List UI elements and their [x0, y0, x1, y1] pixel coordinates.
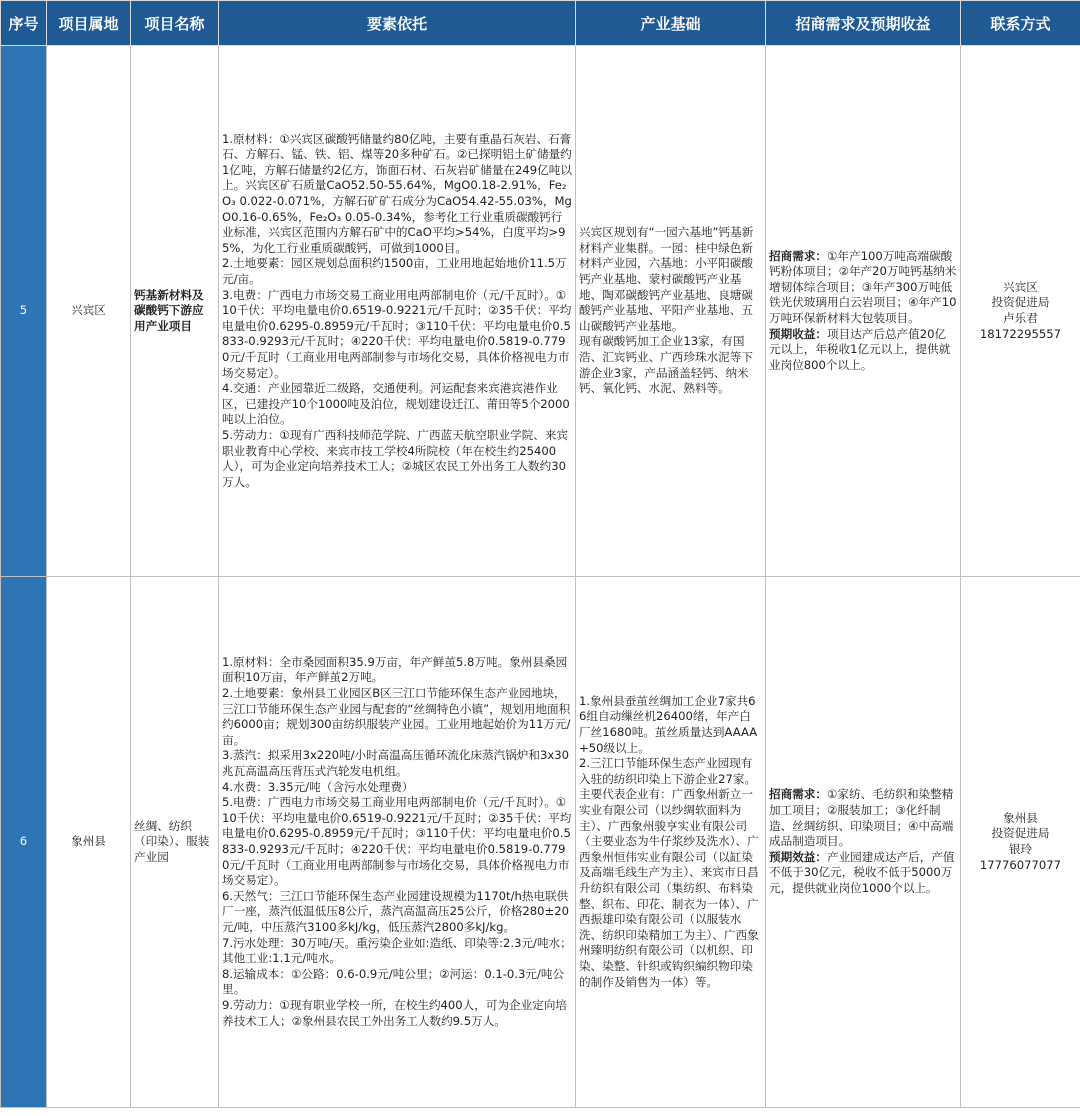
header-row	[1, 1, 1080, 46]
row-contact	[961, 46, 1080, 577]
demand-label: 招商需求：	[769, 787, 827, 802]
benefit-label: 预期效益：	[769, 849, 827, 864]
header-demand: 招商需求及预期收益	[766, 1, 961, 46]
element-item: 2.土地要素：象州县工业园区B区三江口节能环保生态产业园地块，三江口节能环保生态产业园与配套的“丝绸特色小镇”，规划用地面积约6000亩；规划300亩纺织服装产业园。工业用地起始价为11万元/亩。	[222, 686, 571, 747]
element-item: 8.运输成本：①公路：0.6-0.9元/吨公里；②河运：0.1-0.3元/吨公里。	[222, 966, 565, 997]
contact-district: 象州县	[1003, 810, 1038, 825]
contact-person: 银玲	[1008, 842, 1033, 856]
project-name: 钙基新材料及碳酸钙下游应用产业项目	[134, 287, 204, 333]
element-item: 4.水费：3.35元/吨（含污水处理费）	[222, 779, 414, 794]
header-industry: 产业基础	[576, 1, 766, 46]
industry-item: 兴宾区规划有“一园六基地”钙基新材料产业集群。一园：桂中绿色新材料产业园，六基地：小平阳碳酸钙产业基地、蒙村碳酸钙产业基地、陶邓碳酸钙产业基地、良塘碳酸钙产业基地、平阳产业基地、五山碳酸钙产业基地。	[579, 225, 754, 333]
benefit-text	[769, 850, 957, 897]
element-item: 1.原材料：全市桑园面积35.9万亩，年产鲜茧5.8万吨。象州县桑园面积10万亩，年产鲜茧2万吨。	[222, 654, 568, 685]
element-item: 7.污水处理：30万吨/天。重污染企业如:造纸、印染等:2.3元/吨水；其他工业:1.1元/吨水。	[222, 935, 572, 966]
row-contact	[961, 577, 1080, 1108]
element-item: 1.原材料：①兴宾区碳酸钙储量约80亿吨，主要有重晶石灰岩、石膏石、方解石、锰、铁、铝、煤等20多种矿石。②已探明铝土矿储量约1亿吨，方解石储量约2亿方，饰面石材、石灰岩矿储量在249亿吨以上。兴宾区矿石质量CaO52.50-55.64%，MgO0.18-2.91%，Fe₂O₃ 0.022-0.071%，方解石矿矿石成分为CaO54.42-55.03%，MgO0.16-0.65%，Fe₂O₃ 0.05-0.34%，参考化工行业重质碳酸钙行业标准，兴宾区范围内方解石矿中的CaO平均>54%，白度平均>95%，为化工行业重质碳酸钙，可做到1000目。	[222, 131, 572, 255]
header-contact: 联系方式	[961, 1, 1080, 46]
element-item: 3.蒸汽：拟采用3x220吨/小时高温高压循环流化床蒸汽锅炉和3x30兆瓦高温高压背压式汽轮发电机组。	[222, 748, 569, 779]
benefit-label: 预期收益：	[769, 326, 827, 341]
demand-content: ①家纺、毛纺织和染整精加工项目；②服装加工；③化纤制造、丝绸纺织、印染项目；④中高端成品制造项目。	[769, 787, 954, 849]
contact-district: 兴宾区	[1003, 279, 1038, 294]
row-industry	[576, 46, 766, 577]
table-row	[1, 577, 1080, 1108]
header-seq: 序号	[1, 1, 47, 46]
benefit-content: 项目达产后总产值20亿元以上，年税收1亿元以上，提供就业岗位800个以上。	[769, 326, 951, 372]
contact-bureau: 投资促进局	[991, 295, 1050, 310]
demand-text	[769, 787, 957, 849]
row-seq: 6	[1, 577, 47, 1108]
row-location: 兴宾区	[47, 46, 131, 577]
element-item: 4.交通：产业园靠近二级路，交通便利。河运配套来宾港宾港作业区，已建投产10个1000吨及泊位，规划建设迁江、莆田等5个2000吨以上泊位。	[222, 381, 570, 427]
benefit-text	[769, 327, 957, 374]
element-item: 9.劳动力：①现有职业学校一所，在校生约400人，可为企业定向培养技术工人；②象州县农民工外出务工人数约9.5万人。	[222, 997, 568, 1028]
demand-text	[769, 249, 957, 327]
element-item: 3.电费：广西电力市场交易工商业用电两部制电价（元/千瓦时）。①10千伏：平均电量电价0.6519-0.9221元/千瓦时；②35千伏：平均电量电价0.6295-0.8959元/千瓦时；③110千伏：平均电量电价0.5833-0.9293元/千瓦时；④220千伏：平均电量电价0.5819-0.7790元/千瓦时（工商业用电两部制参与市场化交易，具体价格视电力市场交易定）。	[222, 287, 572, 380]
project-name: 丝绸、纺织（印染）、服装产业园	[134, 818, 210, 864]
header-location: 项目属地	[47, 1, 131, 46]
demand-label: 招商需求：	[769, 248, 827, 263]
contact-phone: 18172295557	[979, 326, 1062, 341]
industry-item: 1.象州县蚕茧丝绸加工企业7家共66组自动缫丝机26400绪，年产白厂丝1680吨。茧丝质量达到AAAA+50级以上。	[579, 693, 758, 755]
row-demand	[766, 46, 961, 577]
row-seq: 5	[1, 46, 47, 577]
industry-item: 现有碳酸钙加工企业13家，有国浩、汇宾钙业、广西珍珠水泥等下游企业3家，产品涵盖轻钙、纳米钙、氧化钙、水泥、熟料等。	[579, 334, 753, 396]
element-item: 5.电费：广西电力市场交易工商业用电两部制电价（元/千瓦时）。①10千伏：平均电量电价0.6519-0.9221元/千瓦时；②35千伏：平均电量电价0.6295-0.8959元/千瓦时；③110千伏：平均电量电价0.5833-0.9293元/千瓦时；④220千伏：平均电量电价0.5819-0.7790元/千瓦时（工商业用电两部制参与市场化交易，具体价格视电力市场交易定）。	[222, 795, 572, 888]
contact-bureau: 投资促进局	[991, 826, 1050, 841]
benefit-content: 产业园建成达产后，产值不低于30亿元，税收不低于5000万元，提供就业岗位1000个以上。	[769, 849, 955, 895]
row-location: 象州县	[47, 577, 131, 1108]
element-item: 2.土地要素：园区规划总面积约1500亩，工业用地起始地价11.5万元/亩。	[222, 256, 567, 287]
demand-content: ①年产100万吨高端碳酸钙粉体项目；②年产20万吨钙基纳米增韧体综合项目；③年产300万吨低铁光伏玻璃用白云岩项目；④年产10万吨环保新材料大包装项目。	[769, 248, 957, 325]
row-project	[131, 577, 219, 1108]
header-elements: 要素依托	[219, 1, 576, 46]
row-demand	[766, 577, 961, 1108]
row-elements	[219, 577, 576, 1108]
row-industry	[576, 577, 766, 1108]
contact-person: 卢乐君	[1003, 311, 1038, 325]
row-elements	[219, 46, 576, 577]
table-row	[1, 46, 1080, 577]
contact-phone: 17776077077	[979, 857, 1062, 872]
industry-item: 2.三江口节能环保生态产业园现有入驻的纺织印染上下游企业27家。主要代表企业有：广西象州新立一实业有限公司（以纱绸软面料为主）、广西象州骏亨实业有限公司（主要业态为牛仔浆纱及洗水）、广西象州恒伟实业有限公司（以缸染及高端毛线生产为主）、来宾市日昌升纺织有限公司（集纺织、布料染整、织布、印花、制衣为一体）、广西振雄印染有限公司（以服装水洗、纺织印染精加工为主）、广西象州臻明纺织有限公司（以机织、印染、染整、针织或钩织编织物印染的制作及销售为一体）等。	[579, 756, 759, 989]
header-project: 项目名称	[131, 1, 219, 46]
element-item: 5.劳动力：①现有广西科技师范学院、广西蓝天航空职业学院、来宾职业教育中心学校、来宾市技工学校4所院校（年在校生约25400人），可为企业定向培养技术工人；②城区农民工外出务工人数约30万人。	[222, 427, 569, 489]
row-project	[131, 46, 219, 577]
element-item: 6.天然气：三江口节能环保生态产业园建设规模为1170t/h热电联供厂一座，蒸汽低温低压8公斤，蒸汽高温高压25公斤，价格280±20元/吨，中压蒸汽3100多kJ/kg，低压蒸汽2800多kJ/kg。	[222, 888, 569, 934]
